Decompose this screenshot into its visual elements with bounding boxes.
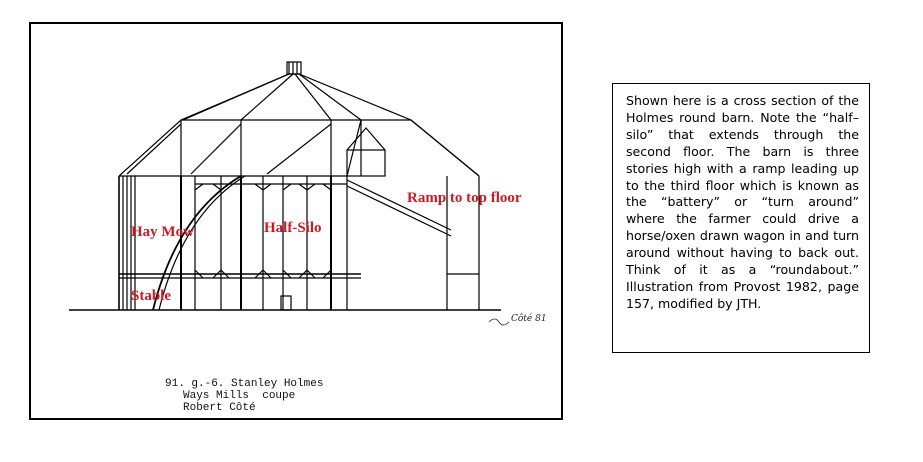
label-stable: Stable xyxy=(131,288,172,304)
figure-frame xyxy=(29,22,563,420)
caption-line-2: Ways Mills coupe xyxy=(183,390,296,402)
label-half-silo: Half-Silo xyxy=(264,220,322,236)
artist-signature: Côté 81 xyxy=(511,314,547,324)
label-ramp-to-top-floor: Ramp to top floor xyxy=(407,190,522,206)
description-text: Shown here is a cross section of the Holmes round barn. Note the “half–silo” that extends through the second floor. The barn is three stories high with a ramp leading up to the third floor which is known as the “battery” or “turn around” where the farmer could drive a horse/oxen drawn wagon in and turn around without having to back out. Think of it as a “roundabout.” Illustration from Provost 1982, page 157, modified by JTH. xyxy=(626,93,859,311)
caption-line-1: 91. g.-6. Stanley Holmes xyxy=(165,378,324,390)
label-hay-mow: Hay Mow xyxy=(131,224,194,240)
caption-line-3: Robert Côté xyxy=(183,402,256,414)
description-text-box xyxy=(612,83,870,353)
